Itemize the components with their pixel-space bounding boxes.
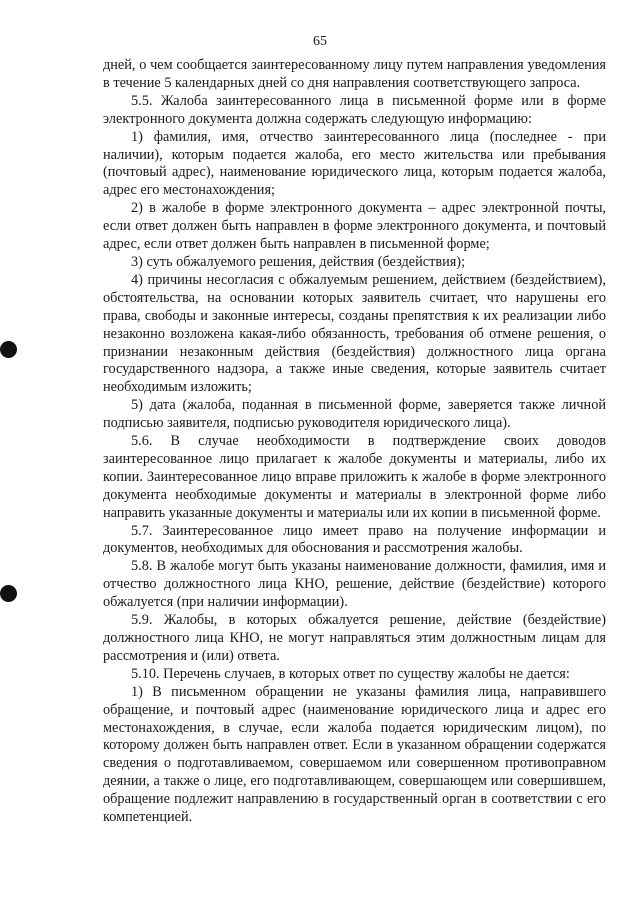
paragraph-5-6: 5.6. В случае необходимости в подтверждение своих доводов заинтересованное лицо прилагает к жалобе документы и материалы, либо их копии. Заинтересованное лицо вправе приложить к жалобе в форме электронного документа необходимые документы и материалы в электронной форме либо направить указанные документы и материалы или их копии в письменной форме. (103, 433, 606, 521)
list-item-3: 3) суть обжалуемого решения, действия (бездействия); (131, 253, 466, 270)
paragraph-5-5: 5.5. Жалоба заинтересованного лица в письменной форме или в форме электронного документа должна содержать следующую информацию: (103, 92, 606, 127)
list-item-5-10-1: 1) В письменном обращении не указаны фамилия лица, направившего обращение, и почтовый адрес (наименование юридического лица и адрес его местонахождения, в случае, если жалоба подается юридическим лицом), по которому должен быть направлен ответ. Если в указанном обращении содержатся сведения о подготавливаемом, совершаемом или совершенном противоправном деянии, а также о лице, его подготавливающем, совершающем или совершившем, обращение подлежит направлению в государственный орган в соответствии с его компетенцией. (103, 683, 606, 826)
punch-hole-mark (0, 585, 17, 602)
paragraph-5-9: 5.9. Жалобы, в которых обжалуется решение, действие (бездействие) должностного лица КНО, не могут направляться этим должностным лицам для рассмотрения и (или) ответа. (103, 612, 606, 664)
paragraph-5-7: 5.7. Заинтересованное лицо имеет право на получение информации и документов, необходимых для обоснования и рассмотрения жалобы. (103, 522, 606, 557)
list-item-5: 5) дата (жалоба, поданная в письменной форме, заверяется также личной подписью заявителя, подписью руководителя юридического лица). (103, 397, 606, 432)
list-item-1: 1) фамилия, имя, отчество заинтересованного лица (последнее - при наличии), которым подается жалоба, его место жительства или пребывания (почтовый адрес), наименование юридического лица, которым подается жалоба, адрес его местонахождения; (103, 128, 606, 199)
page-number: 65 (313, 34, 327, 49)
list-item-4: 4) причины несогласия с обжалуемым решением, действием (бездействием), обстоятельства, на основании которых заявитель считает, что нарушены его права, свободы и законные интересы, созданы препятствия к их реализации либо незаконно возложена какая-либо обязанность, требования об отмене решения, о признании незаконным действия (бездействия) должностного лица органа государственного надзора, а также иные сведения, которые заявитель считает необходимым изложить; (103, 271, 606, 396)
paragraph-continuation: дней, о чем сообщается заинтересованному лицу путем направления уведомления в течение 5 календарных дней со дня направления соответствующего запроса. (103, 57, 606, 91)
paragraph-5-10: 5.10. Перечень случаев, в которых ответ по существу жалобы не дается: (131, 665, 570, 682)
list-item-2: 2) в жалобе в форме электронного документа – адрес электронной почты, если ответ должен быть направлен в форме электронного документа, и почтовый адрес, если ответ должен быть направлен в письменной форме; (103, 200, 606, 253)
paragraph-5-8: 5.8. В жалобе могут быть указаны наименование должности, фамилия, имя и отчество должностного лица КНО, решение, действие (бездействие) которого обжалуется (при наличии информации). (103, 558, 606, 611)
punch-hole-mark (0, 341, 17, 358)
document-body (103, 57, 606, 827)
